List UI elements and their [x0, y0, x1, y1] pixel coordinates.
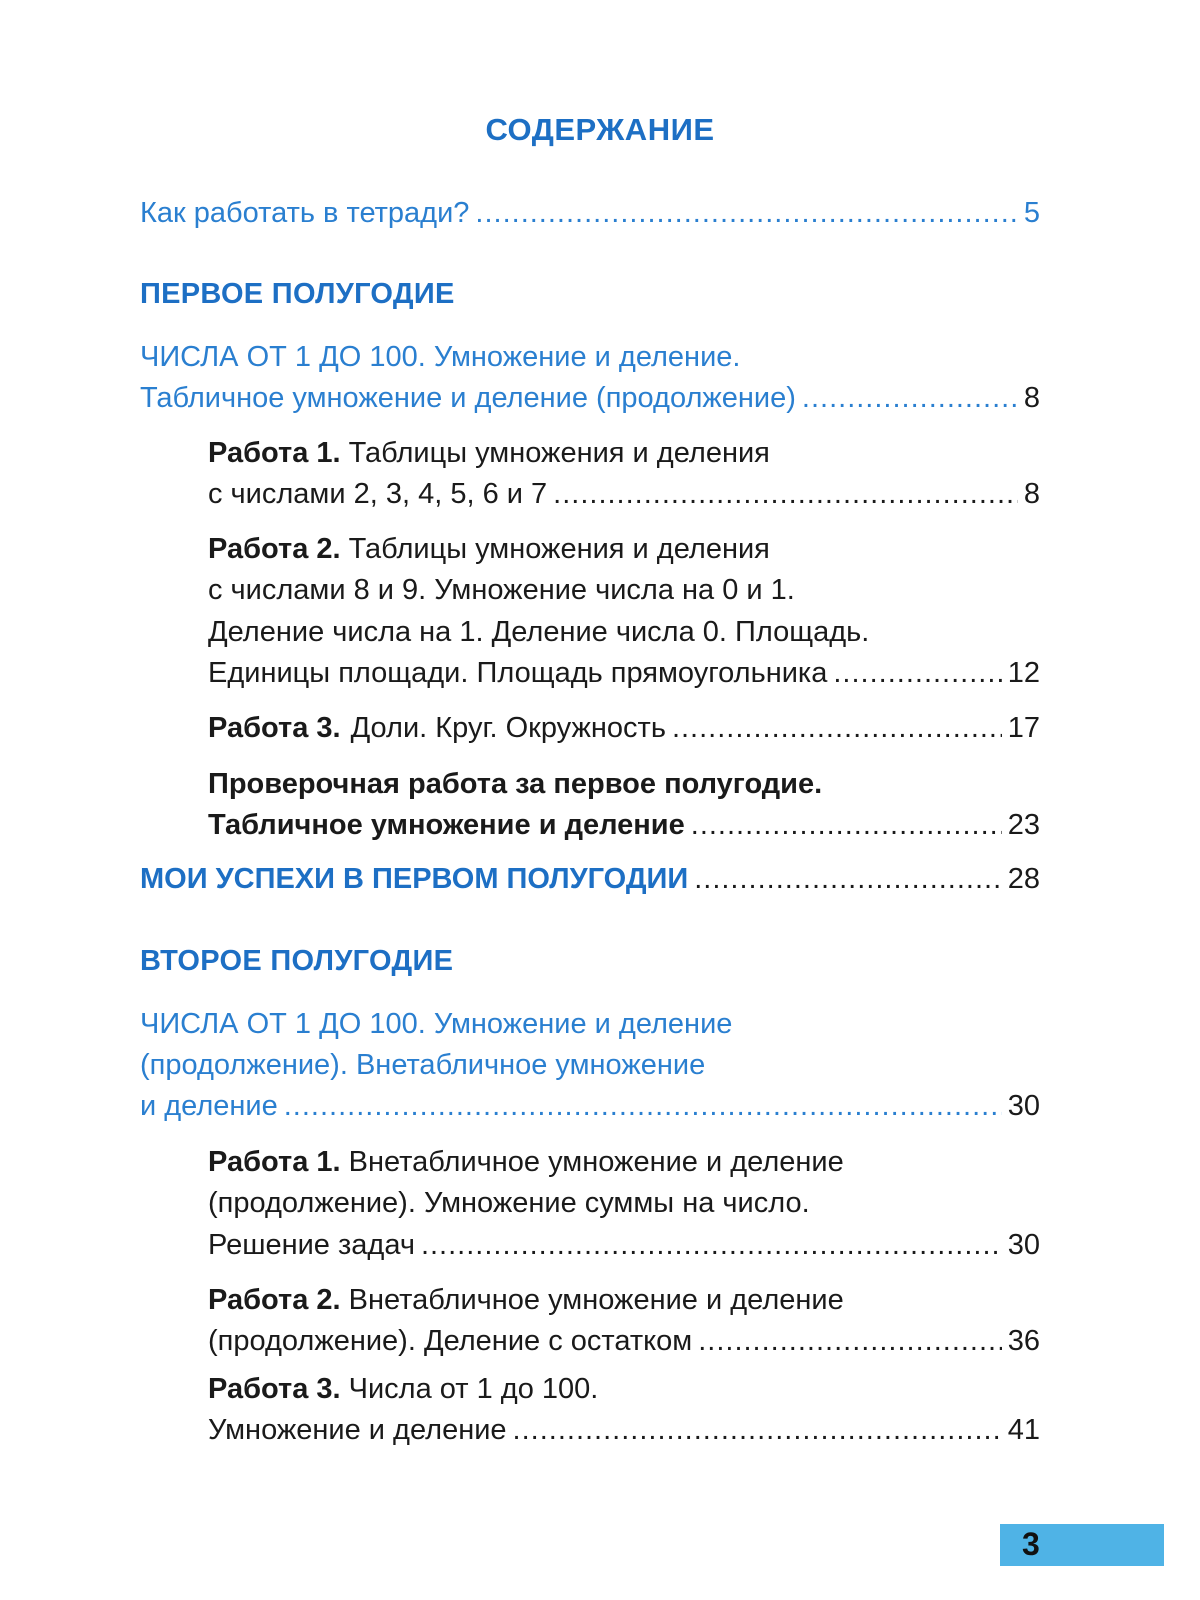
- work-label: Работа 3.: [208, 1373, 341, 1405]
- toc-entry-topic-2[interactable]: [140, 1089, 1040, 1123]
- work-2-line: Деление числа на 1. Деление числа 0. Площадь.: [208, 616, 870, 648]
- dot-leader: [698, 1324, 1002, 1358]
- work-1-line: [208, 436, 770, 470]
- dot-leader: [691, 808, 1002, 842]
- topic-line: ЧИСЛА ОТ 1 ДО 100. Умножение и деление.: [140, 341, 741, 373]
- toc-entry-text: с числами 2, 3, 4, 5, 6 и 7: [208, 478, 548, 510]
- dot-leader: [475, 196, 1017, 230]
- dot-leader: [421, 1228, 1002, 1262]
- dot-leader: [284, 1089, 1002, 1123]
- dot-leader: [553, 477, 1018, 511]
- toc-page-number: 41: [1007, 1414, 1040, 1446]
- toc-entry-success[interactable]: [140, 862, 1040, 896]
- toc-entry-text: Табличное умножение и деление (продолжение): [140, 382, 796, 414]
- toc-page-number: 36: [1007, 1325, 1040, 1357]
- toc-entry-topic-1[interactable]: [140, 381, 1040, 415]
- toc-entry-text: Решение задач: [208, 1229, 415, 1261]
- dot-leader: [513, 1413, 1002, 1447]
- toc-entry-text: Единицы площади. Площадь прямоугольника: [208, 657, 828, 689]
- toc-entry-work-3-second[interactable]: [208, 1413, 1040, 1447]
- toc-page-number: 17: [1007, 712, 1040, 744]
- toc-entry-work-1[interactable]: [208, 477, 1040, 511]
- page-title: СОДЕРЖАНИЕ: [485, 112, 715, 147]
- dot-leader: [802, 381, 1018, 415]
- dot-leader: [694, 862, 1002, 896]
- toc-entry-text: Табличное умножение и деление: [208, 809, 685, 841]
- topic-line: ЧИСЛА ОТ 1 ДО 100. Умножение и деление: [140, 1008, 733, 1040]
- dot-leader: [672, 711, 1002, 745]
- toc-entry-work-3[interactable]: [208, 711, 1040, 745]
- toc-entry-text: Доли. Круг. Окружность: [350, 712, 666, 744]
- work-title: Таблицы умножения и деления: [348, 533, 770, 565]
- work-label: Работа 2.: [208, 1284, 341, 1316]
- work-label: Работа 2.: [208, 533, 341, 565]
- toc-entry-text: Умножение и деление: [208, 1414, 507, 1446]
- check-work-line: Проверочная работа за первое полугодие.: [208, 768, 823, 800]
- work-title: Внетабличное умножение и деление: [348, 1284, 844, 1316]
- toc-entry-text: МОИ УСПЕХИ В ПЕРВОМ ПОЛУГОДИИ: [140, 863, 689, 895]
- toc-entry-text: (продолжение). Деление с остатком: [208, 1325, 693, 1357]
- dot-leader: [833, 656, 1001, 690]
- section-heading-second-half: ВТОРОЕ ПОЛУГОДИЕ: [140, 945, 454, 977]
- work-1-line: (продолжение). Умножение суммы на число.: [208, 1187, 810, 1219]
- work-label: Работа 1.: [208, 437, 341, 469]
- toc-page-number: 12: [1007, 657, 1040, 689]
- work-title: Числа от 1 до 100.: [348, 1373, 599, 1405]
- toc-entry-work-2-second[interactable]: [208, 1324, 1040, 1358]
- topic-line: (продолжение). Внетабличное умножение: [140, 1049, 706, 1081]
- toc-page-number: 8: [1023, 382, 1040, 414]
- work-label: Работа 1.: [208, 1146, 341, 1178]
- toc-entry-intro[interactable]: [140, 196, 1040, 230]
- section-heading-first-half: ПЕРВОЕ ПОЛУГОДИЕ: [140, 278, 455, 310]
- toc-entry-text: и деление: [140, 1090, 278, 1122]
- toc-entry-text: Как работать в тетради?: [140, 197, 470, 229]
- toc-entry-work-1-second[interactable]: [208, 1228, 1040, 1262]
- work-2-line: с числами 8 и 9. Умножение числа на 0 и 1.: [208, 574, 795, 606]
- toc-entry-check-work[interactable]: [208, 808, 1040, 842]
- toc-page-number: 23: [1007, 809, 1040, 841]
- page-number: 3: [1022, 1526, 1040, 1562]
- work-title: Таблицы умножения и деления: [348, 437, 770, 469]
- work-label: Работа 3.: [208, 712, 341, 744]
- toc-page-number: 30: [1007, 1229, 1040, 1261]
- toc-page-number: 5: [1023, 197, 1040, 229]
- work-title: Внетабличное умножение и деление: [348, 1146, 844, 1178]
- toc-page-number: 8: [1023, 478, 1040, 510]
- work-3-line: [208, 1372, 598, 1406]
- page-number-tab: [1000, 1524, 1164, 1566]
- work-1-line: [208, 1145, 844, 1179]
- work-2-line: [208, 532, 770, 566]
- toc-entry-work-2[interactable]: [208, 656, 1040, 690]
- work-2-line: [208, 1283, 844, 1317]
- toc-page-number: 28: [1007, 863, 1040, 895]
- toc-page-number: 30: [1007, 1090, 1040, 1122]
